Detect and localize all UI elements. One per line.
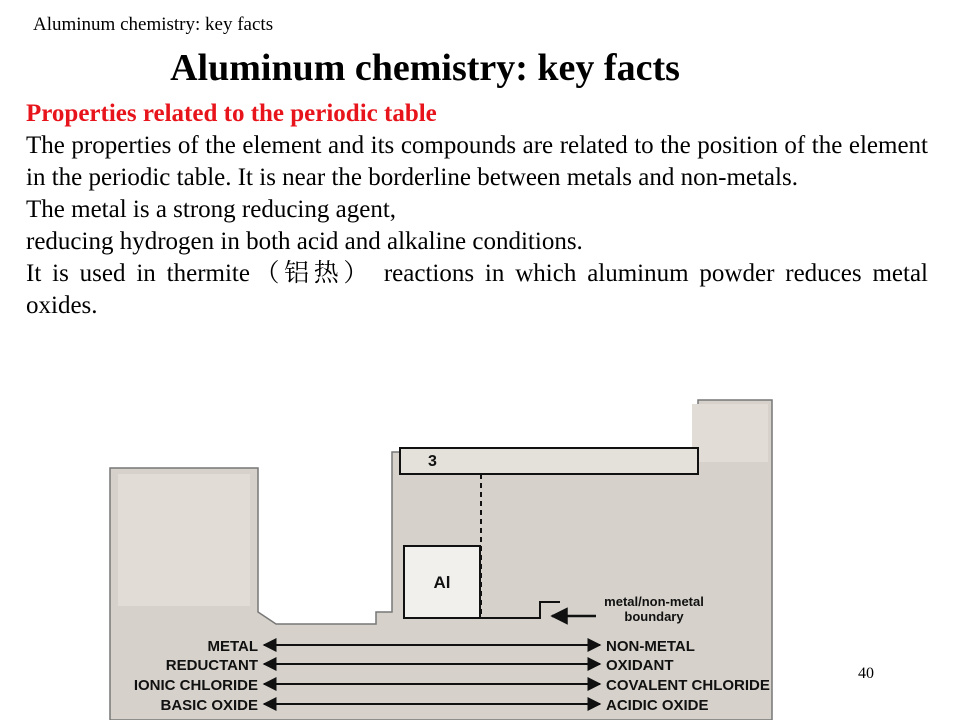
- slide-title: Aluminum chemistry: key facts: [170, 47, 680, 89]
- boundary-label-line1: metal/non-metal: [604, 594, 704, 609]
- group-3-box: [400, 448, 698, 474]
- body-paragraph-4: It is used in thermite（铝热） reactions in which aluminum powder reduces metal oxides.: [26, 260, 928, 319]
- trend-right-label: COVALENT CHLORIDE: [606, 677, 770, 694]
- trend-left-label: METAL: [207, 638, 258, 655]
- group-3-label: 3: [428, 453, 437, 470]
- trend-right-label: NON-METAL: [606, 638, 695, 655]
- header-text: Aluminum chemistry: key facts: [33, 14, 274, 35]
- body-paragraph-3: reducing hydrogen in both acid and alkaline conditions.: [26, 228, 583, 255]
- trend-left-label: BASIC OXIDE: [160, 697, 258, 714]
- body-paragraph-1: The properties of the element and its compounds are related to the position of the element in the periodic table. It is near the borderline between metals and non-metals.: [26, 132, 928, 191]
- page-number: 40: [858, 665, 874, 682]
- trend-left-label: IONIC CHLORIDE: [133, 677, 258, 694]
- section-subheading: Properties related to the periodic table: [26, 100, 437, 127]
- trend-left-label: REDUCTANT: [165, 657, 258, 674]
- trend-right-label: OXIDANT: [606, 657, 674, 674]
- trend-right-label: ACIDIC OXIDE: [606, 697, 709, 714]
- boundary-label-line2: boundary: [624, 609, 684, 624]
- aluminum-symbol: Al: [433, 573, 451, 592]
- body-paragraph-2: The metal is a strong reducing agent,: [26, 196, 397, 223]
